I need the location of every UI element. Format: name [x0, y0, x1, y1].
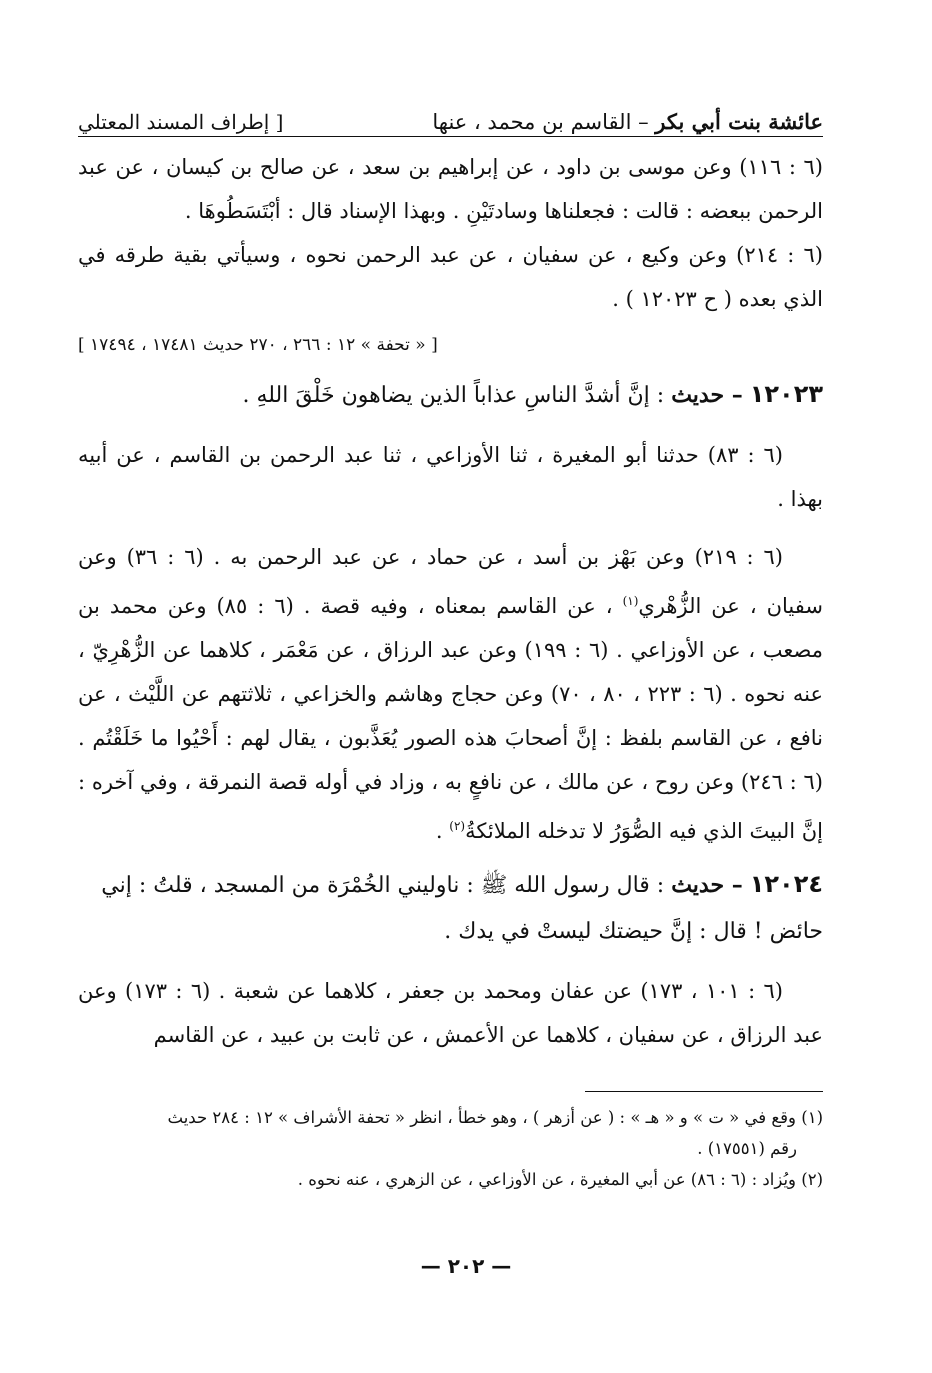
hadith-label: – حديث [671, 382, 743, 408]
hadith-heading-12023 [78, 371, 823, 419]
header-chapter-bold: عائشة بنت أبي بكر [655, 109, 823, 134]
paragraph-4 [78, 535, 823, 853]
footnote-separator [585, 1091, 823, 1092]
footnote-ref-1[interactable]: (١) [622, 594, 639, 608]
footnote-1 [78, 1102, 823, 1164]
header-chapter-rest: – القاسم بن محمد ، عنها [432, 110, 649, 134]
paragraph-4-part-a: (٦ : ٢١٩) وعن بَهْز بن أسد ، عن حماد ، عن عبد الرحمن به . (٦ : ٣٦) وعن سفيان ، عن الزُّهْري [78, 545, 823, 618]
hadith-text: : إنَّ أشدَّ الناسِ عذاباً الذين يضاهون خَلْقَ اللهِ . [242, 383, 665, 408]
hadith-heading-12024 [78, 861, 823, 955]
paragraph-2: (٦ : ٢١٤) وعن وكيع ، عن سفيان ، عن عبد الرحمن نحوه ، وسيأتي بقية طرقه في الذي بعده ( ح ١٢٠٢٣ ) . [78, 243, 823, 311]
paragraph-5: (٦ : ١٠١ ، ١٧٣) عن عفان ومحمد بن جعفر ، كلاهما عن شعبة . (٦ : ١٧٣) وعن عبد الرزاق ، عن سفيان ، كلاهما عن الأعمش ، عن ثابت بن عبيد ، عن القاسم [78, 979, 823, 1047]
hadith-number: ١٢٠٢٤ [749, 870, 823, 898]
footnote-ref-2[interactable]: (٢) [449, 819, 466, 833]
tuhfa-reference: [ « تحفة » ١٢ : ٢٦٦ ، ٢٧٠ حديث ١٧٤٨١ ، ١٧٤٩٤ ] [78, 335, 438, 355]
book-page [78, 96, 823, 1195]
hadith-text: : قال رسول الله ﷺ : ناوليني الخُمْرَة من المسجد ، قلتُ : إني حائض ! قال : إنَّ حيضتك ليستْ في يدك . [101, 873, 823, 944]
paragraph-4-end: . [435, 819, 443, 843]
running-header [78, 96, 823, 137]
paragraph-1: (٦ : ١١٦) وعن موسى بن داود ، عن إبراهيم بن سعد ، عن صالح بن كيسان ، عن عبد الرحمن ببعضه : قالت : فجعلناها وسادتَيْنِ . وبهذا الإسناد قال : أبْتَسَطُوهَا . [78, 155, 823, 223]
footnote-1-line-2: رقم (١٧٥٥١) . [697, 1139, 797, 1158]
hadith-label: – حديث [671, 872, 743, 898]
header-chapter-title [432, 109, 823, 134]
header-book-title: [ إطراف المسند المعتلي [78, 110, 284, 134]
footnote-2: (٢) ويُزاد : (٦ : ٨٦) عن أبي المغيرة ، عن الأوزاعي ، عن الزهري ، عنه نحوه . [297, 1170, 823, 1189]
page-number: — ٢٠٢ — [420, 1254, 512, 1278]
footnote-1-line-1: (١) وقع في « ت » و « هـ » : ( عن أزهر ) ، وهو خطأ ، انظر « تحفة الأشراف » ١٢ : ٢٨٤ حديث [167, 1108, 823, 1127]
paragraph-3: (٦ : ٨٣) حدثنا أبو المغيرة ، ثنا الأوزاعي ، ثنا عبد الرحمن بن القاسم ، عن أبيه بهذا . [78, 443, 823, 511]
paragraph-4-part-b: ، عن القاسم بمعناه ، وفيه قصة . (٦ : ٨٥) وعن محمد بن مصعب ، عن الأوزاعي . (٦ : ١٩٩) وعن عبد الرزاق ، عن مَعْمَر ، كلاهما عن الزُّهْرِيّ ، عنه نحوه . (٦ : ٢٢٣ ، ٨٠ ، ٧٠) وعن حجاج وهاشم والخزاعي ، ثلاثتهم عن اللَّيْث ، عن نافع ، عن القاسم بلفظ : إنَّ أصحابَ هذه الصور يُعَذَّبون ، يقال لهم : أَحْيُوا ما خَلَقْتُم . (٦ : ٢٤٦) وعن روح ، عن مالك ، عن نافعٍ به ، وزاد في أوله قصة النمرقة ، وفي آخره : إنَّ البيتَ الذي فيه الصُّوَرُ لا تدخله الملائكةُ [78, 594, 823, 843]
hadith-number: ١٢٠٢٣ [749, 380, 823, 408]
